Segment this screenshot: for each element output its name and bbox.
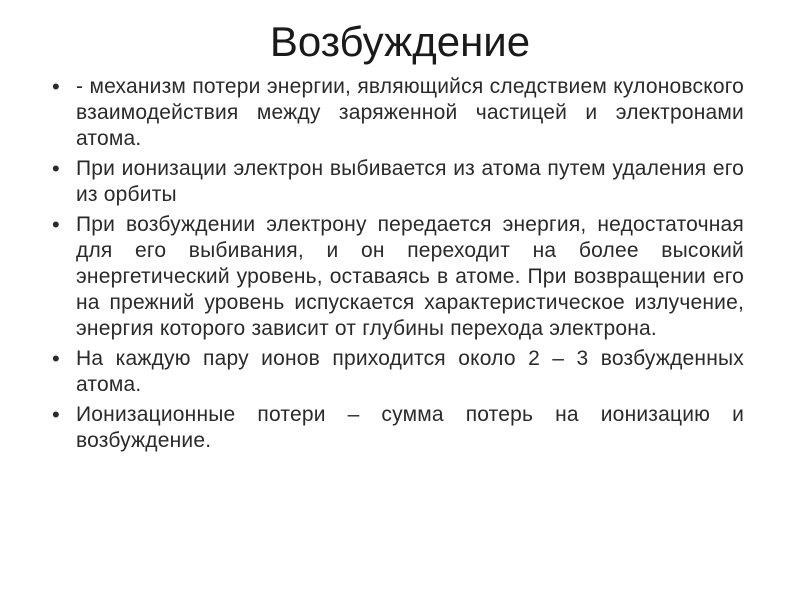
bullet-text: При возбуждении электрону передается энергия, недостаточная для его выбивания, и он переходит на более высокий энергетический уровень, оставаясь в атоме. При возвращении его на прежний уровень испускается характеристическое излучение, энергия которого зависит от глубины перехода электрона.: [76, 213, 744, 340]
bullet-marker: •: [52, 402, 60, 427]
slide-title: Возбуждение: [269, 18, 531, 65]
bullet-item-3: [52, 212, 744, 342]
bullet-marker: •: [52, 346, 60, 371]
bullet-list: [52, 74, 744, 458]
bullet-item-1: [52, 74, 744, 152]
bullet-marker: •: [52, 74, 60, 99]
bullet-marker: •: [52, 212, 60, 237]
bullet-text: Ионизационные потери – сумма потерь на ионизацию и возбуждение.: [76, 403, 744, 452]
bullet-marker: •: [52, 156, 60, 181]
bullet-text: На каждую пару ионов приходится около 2 – 3 возбужденных атома.: [76, 347, 744, 396]
bullet-text: При ионизации электрон выбивается из атома путем удаления его из орбиты: [76, 157, 744, 206]
bullet-item-5: [52, 402, 744, 454]
bullet-item-2: [52, 156, 744, 208]
bullet-item-4: [52, 346, 744, 398]
bullet-text: - механизм потери энергии, являющийся следствием кулоновского взаимодействия между заряженной частицей и электронами атома.: [76, 75, 744, 150]
